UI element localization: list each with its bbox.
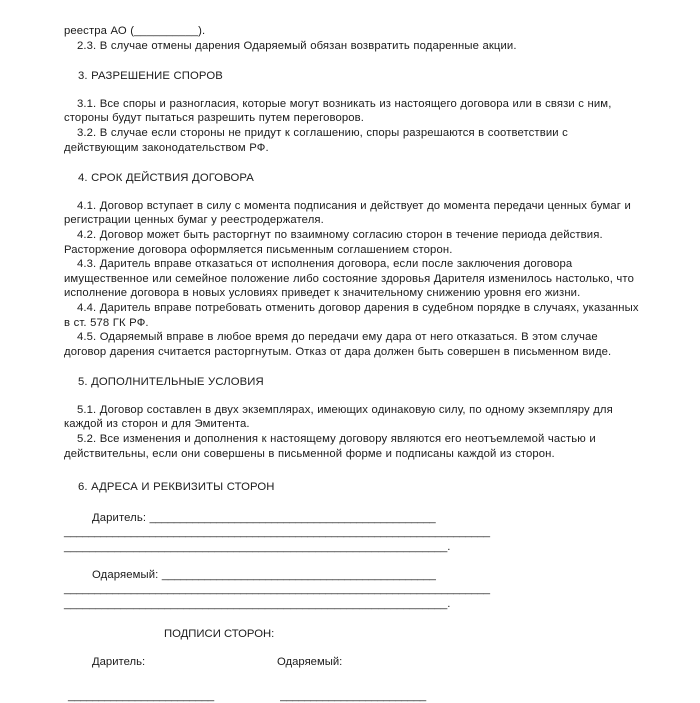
spacer [64, 53, 642, 69]
spacer [64, 611, 642, 627]
donee-address-field[interactable] [64, 568, 642, 583]
clause-4-5: 4.5. Одаряемый вправе в любое время до передачи ему дара от него отказаться. В этом случае договор дарения считается расторгнутым. Отказ от дара должен быть совершен в письменном виде. [64, 331, 612, 358]
donee-label: Одаряемый: [92, 568, 162, 581]
spacer [64, 495, 642, 511]
clause-5-1: 5.1. Договор составлен в двух экземплярах, имеющих одинаковую силу, по одному экземпляру для каждой из сторон и для Эмитента. [64, 403, 617, 431]
clause-4-1: 4.1. Договор вступает в силу с момента подписания и действует до момента передачи ценных бумаг и регистрации ценных бумаг у реестродержателя. [64, 199, 635, 227]
donor-address-rule-2[interactable]: ______________________________________________________________________ [64, 526, 490, 539]
donor-address-rule-3[interactable]: _____________________________________________________________. [64, 541, 451, 554]
donee-address-rule-2[interactable]: ______________________________________________________________________ [64, 583, 490, 596]
donor-signature-label: Даритель: [92, 656, 146, 668]
clause-2-3: 2.3. В случае отмены дарения Одаряемый обязан возвратить подаренные акции. [77, 39, 517, 52]
donor-address-field[interactable] [64, 511, 642, 526]
donor-signature-rule[interactable]: ________________________ [68, 689, 214, 702]
spacer [64, 670, 642, 689]
clause-4-4: 4.4. Даритель вправе потребовать отменить договор дарения в судебном порядке в случаях, указанных в ст. 578 ГК РФ. [64, 301, 643, 329]
continuation-line: реестра АО (__________). [64, 25, 206, 37]
clause-4-3: 4.3. Даритель вправе отказаться от исполнения договора, если после заключения договора имущественное или семейное положение либо состояние здоровья Дарителя изменилось настолько, что исполнение договора в новых условиях приведет к значительному снижению уровня его жизни. [64, 258, 638, 300]
section-4-heading: 4. СРОК ДЕЙСТВИЯ ДОГОВОРА [78, 172, 254, 185]
spacer [64, 155, 642, 171]
clause-4-2: 4.2. Договор может быть расторгнут по взаимному согласию сторон в течение периода действия. Расторжение договора оформляется письменным соглашением сторон. [64, 228, 607, 256]
spacer [64, 555, 642, 568]
donor-label: Даритель: [92, 511, 150, 524]
spacer [64, 642, 642, 655]
clause-5-2: 5.2. Все изменения и дополнения к настоящему договору являются его неотъемлемой частью и действительны, если они совершены в письменной форме и подписаны каждой из сторон. [64, 433, 600, 460]
donee-signature-label: Одаряемый: [277, 656, 343, 668]
section-5-heading: 5. ДОПОЛНИТЕЛЬНЫЕ УСЛОВИЯ [78, 376, 264, 389]
donee-signature-rule[interactable]: ________________________ [280, 689, 426, 702]
signature-labels-row [64, 655, 642, 670]
spacer [64, 390, 642, 403]
section-6-heading: 6. АДРЕСА И РЕКВИЗИТЫ СТОРОН [78, 481, 275, 494]
spacer [64, 186, 642, 199]
donor-inline-rule: _______________________________________________ [149, 511, 436, 524]
spacer [64, 84, 642, 97]
signatures-heading: ПОДПИСИ СТОРОН: [164, 628, 275, 641]
signature-rules-row [64, 689, 642, 703]
donee-address-rule-3[interactable]: _____________________________________________________________. [64, 597, 451, 610]
spacer [64, 461, 642, 480]
donee-inline-rule: _____________________________________________ [161, 568, 436, 581]
section-3-heading: 3. РАЗРЕШЕНИЕ СПОРОВ [78, 70, 223, 83]
clause-3-1: 3.1. Все споры и разногласия, которые могут возникать из настоящего договора или в связи с ним, стороны будут пытаться разрешить путем переговоров. [64, 97, 615, 125]
spacer [64, 359, 642, 375]
clause-3-2: 3.2. В случае если стороны не придут к соглашению, споры разрешаются в соответствии с действующим законодательством РФ. [64, 126, 572, 154]
